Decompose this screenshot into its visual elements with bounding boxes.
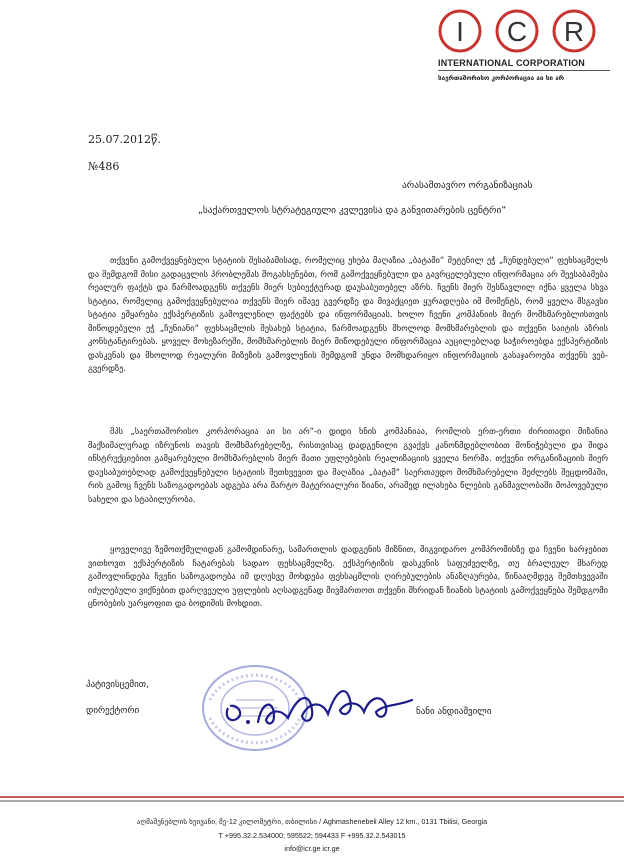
body-paragraph-3: ყოველივე ზემოთქმულიდან გამომდინარე, სამართლის დადგენის მიზნით, მიგვიდარო კომპრომისზე და ჩვენი ხარჯებით ვითხოვთ ექსპერტიზის ჩატარებას სადაო ფეხსაცმელზე. ექსპერტიზის დასკვნის საფუძველზე, თუ ბრალეულ მხარედ გამოვლინდება ჩვენი საზოგადოება იმ დღესვე მოხდება ფეხსაცმლის ღირებულების ანაზღაურება, წინააღმდეგ შემთხვევაში იძულებული ვიქნებით დარღვეული უფლების აღსადგენად მივმართოთ თქვენი მხრიდან ზიანის სტატიის გამოქვეყნება შემდგომი ცნობების უარყოფით და ბოდიშის მოხდით. bbox=[88, 544, 608, 608]
logo-letter-c: C bbox=[506, 16, 528, 47]
handwritten-signature bbox=[218, 670, 418, 740]
signer-name: ნანი ანდიაშვილი bbox=[416, 707, 492, 717]
logo-company-name: INTERNATIONAL CORPORATION bbox=[438, 58, 585, 68]
footer-address: აღმაშენებლის ხეივანი, მე-12 კილომეტრი, თბილისი / Aghmashenebeli Alley 12 km., 0131 Tbilisi, Georgia bbox=[136, 817, 488, 826]
logo-divider bbox=[438, 70, 610, 71]
logo-letter-r: R bbox=[563, 16, 585, 47]
footer-divider bbox=[0, 794, 624, 804]
body-paragraph-2: შპს „საერთაშორისო კორპორაცია აი სი არ“-ი დიდი ხნის კომპანიაა, რომლის ერთ-ერთი ძირითადი მიზანია მაქსიმალურად იზრუნოს თავის მომხმარებელზე, რისთვისაც დადგენილი გვაქვს კანონმდებლობით მონიჭებული და შიდა ინსტრუქციებით გამყარებული მომხმარებლის მიერ მათი უფლებების რეალიზაციის ყველა ნორმა. თქვენი ორგანიზაციის მიერ დაუსაბუთებლად გამოქვეყნებული სტატიის შეთხვევით და მაღაზია „ბატამ“ საერთაუდო მომხმარებელი შეძლებს შეცდომაში, რის გამოც ჩვენს საზოგადოებას ადგება არა მარტო მატერიალური ზიანი, არამედ ილახება წლების განმავლობაში მოპოვებული სახელი და სტაბილურობა. bbox=[88, 426, 608, 504]
letter-date: 25.07.2012წ. bbox=[88, 133, 161, 146]
recipient-name: „საქართველოს სტრატეგიული კვლევისა და განვითარების ცენტრი“ bbox=[198, 205, 507, 216]
recipient-type: არასამთავრო ორგანიზაციას bbox=[402, 180, 533, 191]
footer-phones: T +995.32.2.534000; 595522; 594433 F +995.32.2.543015 bbox=[218, 831, 406, 840]
closing-regards: პატივისცემით, bbox=[86, 680, 149, 690]
body-paragraph-1: თქვენი გამოქვეყნებული სტატიის შესაბამისად, რომელიც ეხება მაღაზია „ბატამი“ შეტენილ ეჭ „ჩუნდებული“ ფეხსაცმელს და შემდგომ მისი გადაცვლის პრობლემას მოგახსენებთ, რომ გამოქვეყნებული და გავრცელებული ინფორმაცია არ შეესაბამება რეალურ ფაქტს და წარმოადგენს თქვენს მიერ სუბიექტურად დაუსაბუთებელ აზრს. ჩვენს მიერ შესწავლილ იქნა ყველა სხვა სტატია, რომელიც გამოქვეყნებულია თქვენს მიერ იმავე გვერდზე და მივაქციეთ ყურადღება იმ მომენტს, რომ ყველა მსგავსი სტატია ემყარება ექსპერტიზის გამოვლენილ ფაქტებს და ინფორმაციას. ხოლო ჩვენი კომპანიის მიერ მომხმარებლისთვის მიწოდებული ეჭ „ჩუნიანი“ ფეხსაცმლის შესახებ სტატია, წარმოადგენს მხოლოდ მომხმარებლის და თქვენი საიტის აზრის კონსტანტირებას. ყოველ მოხეზარეში, მომხმარებლის მიერ მიწოდებული ინფორმაცია აუცილებლად საჭიროებდა ექსპერტიზის დასკვნას და მხოლოდ რეალური მიზეზის გამოვლენის შემდგომ უნდა მომხდარიყო ინფორმაციის გასაჯაროება თქვენს ვებ-გვერდზე. bbox=[88, 255, 608, 373]
letter-number: №486 bbox=[88, 160, 120, 173]
icr-logo-mark bbox=[432, 6, 618, 56]
signer-position: დირექტორი bbox=[86, 706, 140, 716]
company-logo bbox=[432, 6, 618, 84]
logo-georgian-name: საერთაშორისო კორპორაცია აი სი არ bbox=[438, 74, 564, 82]
logo-letter-i: I bbox=[456, 16, 464, 47]
footer-email: info@icr.ge icr.ge bbox=[284, 844, 340, 853]
